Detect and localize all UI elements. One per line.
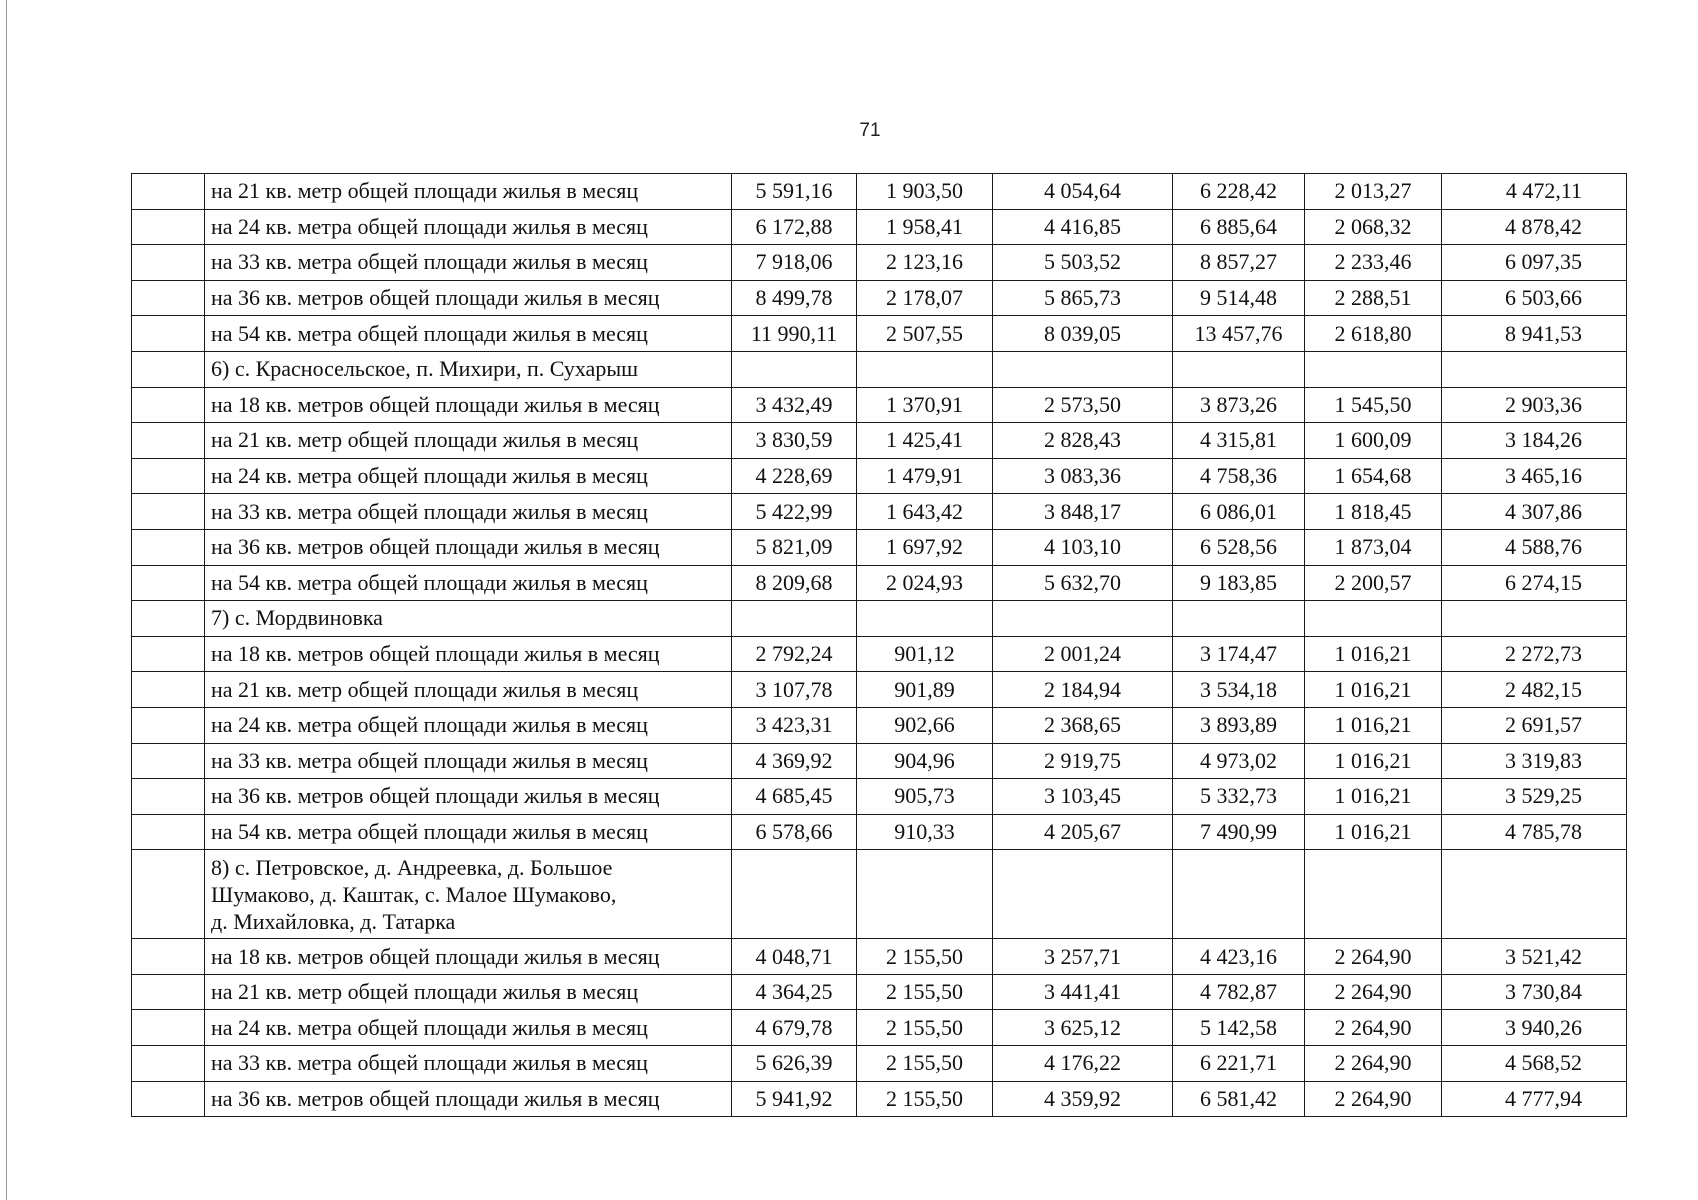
- value-cell: 1 016,21: [1305, 743, 1442, 779]
- value-cell: 3 441,41: [993, 974, 1173, 1010]
- empty-cell: [132, 707, 205, 743]
- value-cell: 1 016,21: [1305, 779, 1442, 815]
- table-row: [132, 743, 1627, 779]
- empty-cell: [1305, 850, 1442, 939]
- value-cell: 2 903,36: [1442, 387, 1627, 423]
- empty-cell: [132, 529, 205, 565]
- row-label: на 33 кв. метра общей площади жилья в месяц: [205, 1046, 732, 1082]
- row-label: на 33 кв. метра общей площади жилья в месяц: [205, 494, 732, 530]
- empty-cell: [993, 351, 1173, 387]
- value-cell: 905,73: [857, 779, 993, 815]
- value-cell: 6 228,42: [1173, 174, 1305, 210]
- value-cell: 1 016,21: [1305, 814, 1442, 850]
- value-cell: 2 792,24: [732, 636, 857, 672]
- value-cell: 3 083,36: [993, 458, 1173, 494]
- value-cell: 6 172,88: [732, 209, 857, 245]
- value-cell: 3 174,47: [1173, 636, 1305, 672]
- value-cell: 13 457,76: [1173, 316, 1305, 352]
- row-label: на 24 кв. метра общей площади жилья в месяц: [205, 209, 732, 245]
- value-cell: 2 828,43: [993, 423, 1173, 459]
- row-label: на 36 кв. метров общей площади жилья в месяц: [205, 529, 732, 565]
- empty-cell: [1442, 601, 1627, 637]
- value-cell: 4 228,69: [732, 458, 857, 494]
- value-cell: 9 183,85: [1173, 565, 1305, 601]
- empty-cell: [732, 850, 857, 939]
- value-cell: 2 155,50: [857, 974, 993, 1010]
- empty-cell: [857, 850, 993, 939]
- empty-cell: [132, 565, 205, 601]
- empty-cell: [132, 316, 205, 352]
- section-row: [132, 601, 1627, 637]
- value-cell: 11 990,11: [732, 316, 857, 352]
- section-row: [132, 351, 1627, 387]
- empty-cell: [993, 850, 1173, 939]
- value-cell: 9 514,48: [1173, 280, 1305, 316]
- empty-cell: [857, 351, 993, 387]
- value-cell: 1 654,68: [1305, 458, 1442, 494]
- value-cell: 2 123,16: [857, 245, 993, 281]
- row-label: на 24 кв. метра общей площади жилья в месяц: [205, 1010, 732, 1046]
- value-cell: 4 364,25: [732, 974, 857, 1010]
- empty-cell: [132, 209, 205, 245]
- empty-cell: [132, 280, 205, 316]
- value-cell: 2 184,94: [993, 672, 1173, 708]
- empty-cell: [132, 494, 205, 530]
- value-cell: 902,66: [857, 707, 993, 743]
- value-cell: 4 423,16: [1173, 939, 1305, 975]
- value-cell: 2 155,50: [857, 1081, 993, 1117]
- row-label: на 24 кв. метра общей площади жилья в месяц: [205, 458, 732, 494]
- value-cell: 4 369,92: [732, 743, 857, 779]
- empty-cell: [1173, 351, 1305, 387]
- value-cell: 5 503,52: [993, 245, 1173, 281]
- value-cell: 5 865,73: [993, 280, 1173, 316]
- value-cell: 2 178,07: [857, 280, 993, 316]
- value-cell: 4 782,87: [1173, 974, 1305, 1010]
- value-cell: 2 155,50: [857, 1046, 993, 1082]
- empty-cell: [132, 245, 205, 281]
- table-row: [132, 636, 1627, 672]
- table-row: [132, 565, 1627, 601]
- table-row: [132, 672, 1627, 708]
- table-row: [132, 974, 1627, 1010]
- value-cell: 3 940,26: [1442, 1010, 1627, 1046]
- value-cell: 2 264,90: [1305, 974, 1442, 1010]
- value-cell: 4 973,02: [1173, 743, 1305, 779]
- table-row: [132, 529, 1627, 565]
- empty-cell: [132, 351, 205, 387]
- row-label: на 21 кв. метр общей площади жилья в месяц: [205, 974, 732, 1010]
- value-cell: 2 013,27: [1305, 174, 1442, 210]
- value-cell: 1 545,50: [1305, 387, 1442, 423]
- value-cell: 5 941,92: [732, 1081, 857, 1117]
- value-cell: 910,33: [857, 814, 993, 850]
- value-cell: 4 307,86: [1442, 494, 1627, 530]
- section-label: 6) с. Красносельское, п. Михири, п. Сухарыш: [205, 351, 732, 387]
- value-cell: 1 425,41: [857, 423, 993, 459]
- section-label: [205, 850, 732, 939]
- row-label: на 18 кв. метров общей площади жилья в месяц: [205, 636, 732, 672]
- value-cell: 4 777,94: [1442, 1081, 1627, 1117]
- row-label: на 54 кв. метра общей площади жилья в месяц: [205, 316, 732, 352]
- row-label: на 33 кв. метра общей площади жилья в месяц: [205, 245, 732, 281]
- row-label: на 36 кв. метров общей площади жилья в месяц: [205, 1081, 732, 1117]
- value-cell: 904,96: [857, 743, 993, 779]
- row-label: на 36 кв. метров общей площади жилья в месяц: [205, 779, 732, 815]
- value-cell: 3 107,78: [732, 672, 857, 708]
- empty-cell: [132, 174, 205, 210]
- value-cell: 5 422,99: [732, 494, 857, 530]
- value-cell: 4 568,52: [1442, 1046, 1627, 1082]
- table-row: [132, 494, 1627, 530]
- row-label: на 54 кв. метра общей площади жилья в месяц: [205, 565, 732, 601]
- value-cell: 1 903,50: [857, 174, 993, 210]
- value-cell: 3 730,84: [1442, 974, 1627, 1010]
- value-cell: 1 697,92: [857, 529, 993, 565]
- row-label: на 18 кв. метров общей площади жилья в месяц: [205, 387, 732, 423]
- section-label-line: 8) с. Петровское, д. Андреевка, д. Большое: [211, 855, 613, 881]
- value-cell: 6 503,66: [1442, 280, 1627, 316]
- empty-cell: [132, 387, 205, 423]
- value-cell: 6 528,56: [1173, 529, 1305, 565]
- value-cell: 4 359,92: [993, 1081, 1173, 1117]
- table-row: [132, 387, 1627, 423]
- row-label: на 36 кв. метров общей площади жилья в месяц: [205, 280, 732, 316]
- value-cell: 1 016,21: [1305, 636, 1442, 672]
- value-cell: 1 016,21: [1305, 707, 1442, 743]
- value-cell: 2 155,50: [857, 1010, 993, 1046]
- value-cell: 4 679,78: [732, 1010, 857, 1046]
- value-cell: 4 315,81: [1173, 423, 1305, 459]
- value-cell: 3 534,18: [1173, 672, 1305, 708]
- value-cell: 2 573,50: [993, 387, 1173, 423]
- empty-cell: [132, 1010, 205, 1046]
- empty-cell: [857, 601, 993, 637]
- value-cell: 2 919,75: [993, 743, 1173, 779]
- value-cell: 6 581,42: [1173, 1081, 1305, 1117]
- value-cell: 1 016,21: [1305, 672, 1442, 708]
- value-cell: 1 818,45: [1305, 494, 1442, 530]
- value-cell: 6 097,35: [1442, 245, 1627, 281]
- value-cell: 3 625,12: [993, 1010, 1173, 1046]
- table-row: [132, 814, 1627, 850]
- value-cell: 3 848,17: [993, 494, 1173, 530]
- value-cell: 4 054,64: [993, 174, 1173, 210]
- value-cell: 3 432,49: [732, 387, 857, 423]
- section-label: 7) с. Мордвиновка: [205, 601, 732, 637]
- empty-cell: [1173, 601, 1305, 637]
- value-cell: 2 618,80: [1305, 316, 1442, 352]
- value-cell: 3 423,31: [732, 707, 857, 743]
- value-cell: 3 257,71: [993, 939, 1173, 975]
- section-row: [132, 850, 1627, 939]
- empty-cell: [732, 601, 857, 637]
- value-cell: 2 288,51: [1305, 280, 1442, 316]
- empty-cell: [132, 814, 205, 850]
- value-cell: 5 142,58: [1173, 1010, 1305, 1046]
- value-cell: 1 873,04: [1305, 529, 1442, 565]
- value-cell: 3 529,25: [1442, 779, 1627, 815]
- value-cell: 6 086,01: [1173, 494, 1305, 530]
- value-cell: 901,12: [857, 636, 993, 672]
- empty-cell: [132, 939, 205, 975]
- value-cell: 901,89: [857, 672, 993, 708]
- value-cell: 3 873,26: [1173, 387, 1305, 423]
- value-cell: 3 103,45: [993, 779, 1173, 815]
- table-row: [132, 779, 1627, 815]
- table-row: [132, 1081, 1627, 1117]
- row-label: на 24 кв. метра общей площади жилья в месяц: [205, 707, 732, 743]
- value-cell: 2 264,90: [1305, 939, 1442, 975]
- value-cell: 2 691,57: [1442, 707, 1627, 743]
- table-row: [132, 1010, 1627, 1046]
- value-cell: 5 626,39: [732, 1046, 857, 1082]
- value-cell: 6 578,66: [732, 814, 857, 850]
- empty-cell: [1305, 601, 1442, 637]
- table-row: [132, 209, 1627, 245]
- value-cell: 7 918,06: [732, 245, 857, 281]
- value-cell: 4 785,78: [1442, 814, 1627, 850]
- empty-cell: [132, 850, 205, 939]
- value-cell: 4 416,85: [993, 209, 1173, 245]
- value-cell: 2 155,50: [857, 939, 993, 975]
- value-cell: 1 370,91: [857, 387, 993, 423]
- value-cell: 2 068,32: [1305, 209, 1442, 245]
- empty-cell: [132, 672, 205, 708]
- value-cell: 4 758,36: [1173, 458, 1305, 494]
- empty-cell: [132, 601, 205, 637]
- value-cell: 5 632,70: [993, 565, 1173, 601]
- value-cell: 2 001,24: [993, 636, 1173, 672]
- empty-cell: [132, 636, 205, 672]
- row-label: на 54 кв. метра общей площади жилья в месяц: [205, 814, 732, 850]
- value-cell: 4 176,22: [993, 1046, 1173, 1082]
- page-number: 71: [859, 120, 881, 141]
- row-label: на 33 кв. метра общей площади жилья в месяц: [205, 743, 732, 779]
- value-cell: 8 039,05: [993, 316, 1173, 352]
- table-row: [132, 280, 1627, 316]
- value-cell: 5 821,09: [732, 529, 857, 565]
- value-cell: 2 264,90: [1305, 1046, 1442, 1082]
- value-cell: 3 465,16: [1442, 458, 1627, 494]
- value-cell: 5 591,16: [732, 174, 857, 210]
- value-cell: 1 479,91: [857, 458, 993, 494]
- empty-cell: [993, 601, 1173, 637]
- value-cell: 1 958,41: [857, 209, 993, 245]
- empty-cell: [132, 423, 205, 459]
- empty-cell: [132, 458, 205, 494]
- empty-cell: [1442, 351, 1627, 387]
- value-cell: 5 332,73: [1173, 779, 1305, 815]
- empty-cell: [132, 1046, 205, 1082]
- value-cell: 2 272,73: [1442, 636, 1627, 672]
- value-cell: 8 941,53: [1442, 316, 1627, 352]
- section-label-line: д. Михайловка, д. Татарка: [211, 909, 456, 935]
- empty-cell: [1442, 850, 1627, 939]
- value-cell: 2 482,15: [1442, 672, 1627, 708]
- empty-cell: [132, 974, 205, 1010]
- empty-cell: [1173, 850, 1305, 939]
- table-row: [132, 707, 1627, 743]
- value-cell: 8 209,68: [732, 565, 857, 601]
- table-row: [132, 458, 1627, 494]
- value-cell: 2 368,65: [993, 707, 1173, 743]
- empty-cell: [132, 1081, 205, 1117]
- value-cell: 3 319,83: [1442, 743, 1627, 779]
- value-cell: 3 521,42: [1442, 939, 1627, 975]
- empty-cell: [132, 743, 205, 779]
- table-row: [132, 423, 1627, 459]
- value-cell: 2 264,90: [1305, 1010, 1442, 1046]
- rates-table: [131, 173, 1627, 1117]
- scan-edge-line: [6, 0, 7, 1200]
- value-cell: 3 830,59: [732, 423, 857, 459]
- value-cell: 1 600,09: [1305, 423, 1442, 459]
- value-cell: 2 264,90: [1305, 1081, 1442, 1117]
- value-cell: 2 024,93: [857, 565, 993, 601]
- row-label: на 21 кв. метр общей площади жилья в месяц: [205, 672, 732, 708]
- value-cell: 4 103,10: [993, 529, 1173, 565]
- value-cell: 8 499,78: [732, 280, 857, 316]
- value-cell: 4 588,76: [1442, 529, 1627, 565]
- value-cell: 6 274,15: [1442, 565, 1627, 601]
- table-row: [132, 939, 1627, 975]
- value-cell: 8 857,27: [1173, 245, 1305, 281]
- table-row: [132, 1046, 1627, 1082]
- value-cell: 2 507,55: [857, 316, 993, 352]
- value-cell: 2 200,57: [1305, 565, 1442, 601]
- value-cell: 7 490,99: [1173, 814, 1305, 850]
- rates-table-body: [132, 174, 1627, 1117]
- value-cell: 4 205,67: [993, 814, 1173, 850]
- value-cell: 3 893,89: [1173, 707, 1305, 743]
- value-cell: 4 878,42: [1442, 209, 1627, 245]
- value-cell: 4 048,71: [732, 939, 857, 975]
- empty-cell: [132, 779, 205, 815]
- value-cell: 6 221,71: [1173, 1046, 1305, 1082]
- row-label: на 21 кв. метр общей площади жилья в месяц: [205, 174, 732, 210]
- empty-cell: [732, 351, 857, 387]
- table-row: [132, 174, 1627, 210]
- row-label: на 21 кв. метр общей площади жилья в месяц: [205, 423, 732, 459]
- value-cell: 6 885,64: [1173, 209, 1305, 245]
- empty-cell: [1305, 351, 1442, 387]
- value-cell: 4 685,45: [732, 779, 857, 815]
- value-cell: 2 233,46: [1305, 245, 1442, 281]
- table-row: [132, 245, 1627, 281]
- value-cell: 3 184,26: [1442, 423, 1627, 459]
- value-cell: 1 643,42: [857, 494, 993, 530]
- value-cell: 4 472,11: [1442, 174, 1627, 210]
- section-label-line: Шумаково, д. Каштак, с. Малое Шумаково,: [211, 882, 617, 908]
- table-row: [132, 316, 1627, 352]
- row-label: на 18 кв. метров общей площади жилья в месяц: [205, 939, 732, 975]
